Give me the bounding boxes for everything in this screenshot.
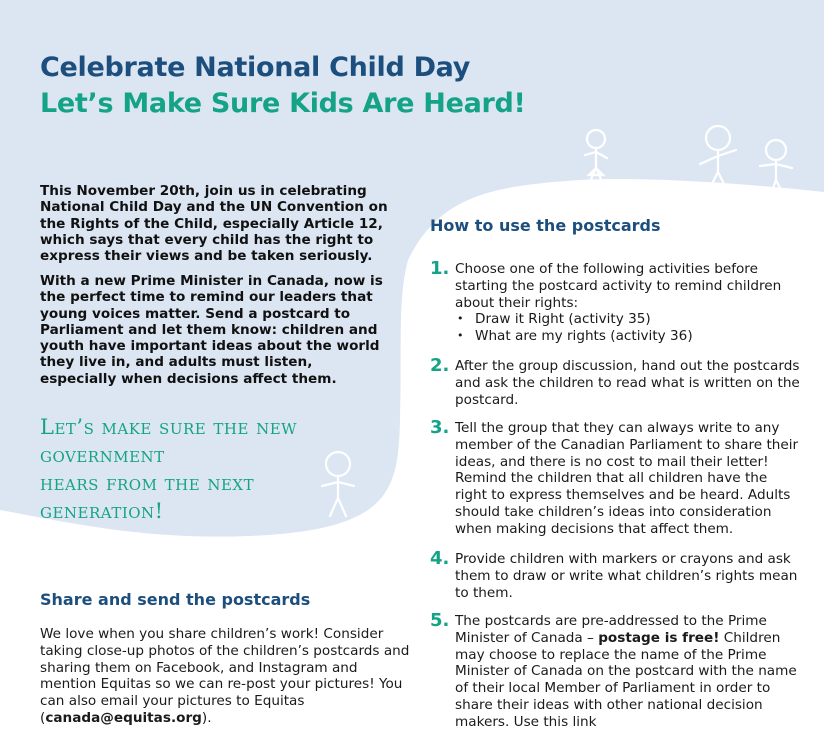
step-4	[430, 548, 800, 601]
step-3	[430, 417, 800, 538]
share-paragraph	[40, 626, 410, 727]
step-number: 5.	[430, 610, 450, 631]
slogan	[40, 413, 380, 525]
share-heading: Share and send the postcards	[40, 590, 311, 609]
list-item: • Draw it Right (activity 35)	[473, 311, 800, 328]
slogan-line-1: Let’s make sure the new government	[40, 415, 298, 467]
step-text-end: Children may choose to replace the name of the Prime Minister of Canada on the postcard with the name of their local Member of Parliament in order to share their ideas with other national decision makers. Use this link	[455, 629, 797, 730]
intro-paragraph-1: This November 20th, join us in celebrating National Child Day and the UN Convention on the Rights of the Child, especially Article 12, which says that every child has the right to express their views and be taken seriously.	[40, 183, 388, 265]
step-text: Provide children with markers or crayons and ask them to draw or write what children’s rights mean to them.	[455, 551, 798, 601]
share-text-start: We love when you share children’s work! Consider taking close-up photos of the children’s postcards and sharing them on Facebook, and Instagram and mention Equitas so we can re-post your pictures! You can also email your pictures to Equitas (	[40, 626, 410, 726]
postage-free-note: postage is free!	[598, 629, 720, 646]
step-5	[430, 610, 800, 731]
step-text: After the group discussion, hand out the postcards and ask the children to read what is written on the postcard.	[455, 358, 800, 408]
step-number: 1.	[430, 258, 450, 279]
step-number: 4.	[430, 548, 450, 569]
page-title: Celebrate National Child Day	[40, 52, 471, 83]
activity-list	[455, 311, 800, 345]
how-to-heading: How to use the postcards	[430, 216, 661, 235]
slogan-line-2: hears from the next generation!	[40, 471, 255, 523]
share-email-link[interactable]: canada@equitas.org	[45, 709, 202, 726]
page-subtitle: Let’s Make Sure Kids Are Heard!	[40, 88, 526, 119]
step-2	[430, 355, 800, 408]
step-text-start: The postcards are pre-addressed to the Prime Minister of Canada –	[455, 613, 767, 646]
list-item: • What are my rights (activity 36)	[473, 328, 800, 345]
step-text: Choose one of the following activities before starting the postcard activity to remind children about their rights:	[455, 261, 782, 311]
step-1	[430, 258, 800, 345]
step-number: 2.	[430, 355, 450, 376]
step-number: 3.	[430, 417, 450, 438]
step-text	[455, 613, 800, 731]
intro-paragraph-2: With a new Prime Minister in Canada, now is the perfect time to remind our leaders that young voices matter. Send a postcard to Parliament and let them know: children and youth have important ideas about the world they live in, and adults must listen, especially when decisions affect them.	[40, 273, 383, 387]
step-text: Tell the group that they can always write to any member of the Canadian Parliament to share their ideas, and there is no cost to mail their letter! Remind the children that all children have the right to express themselves and be heard. Adults should take children’s ideas into consideration when making decisions that affect them.	[455, 420, 799, 537]
share-text-end: ).	[201, 709, 212, 726]
